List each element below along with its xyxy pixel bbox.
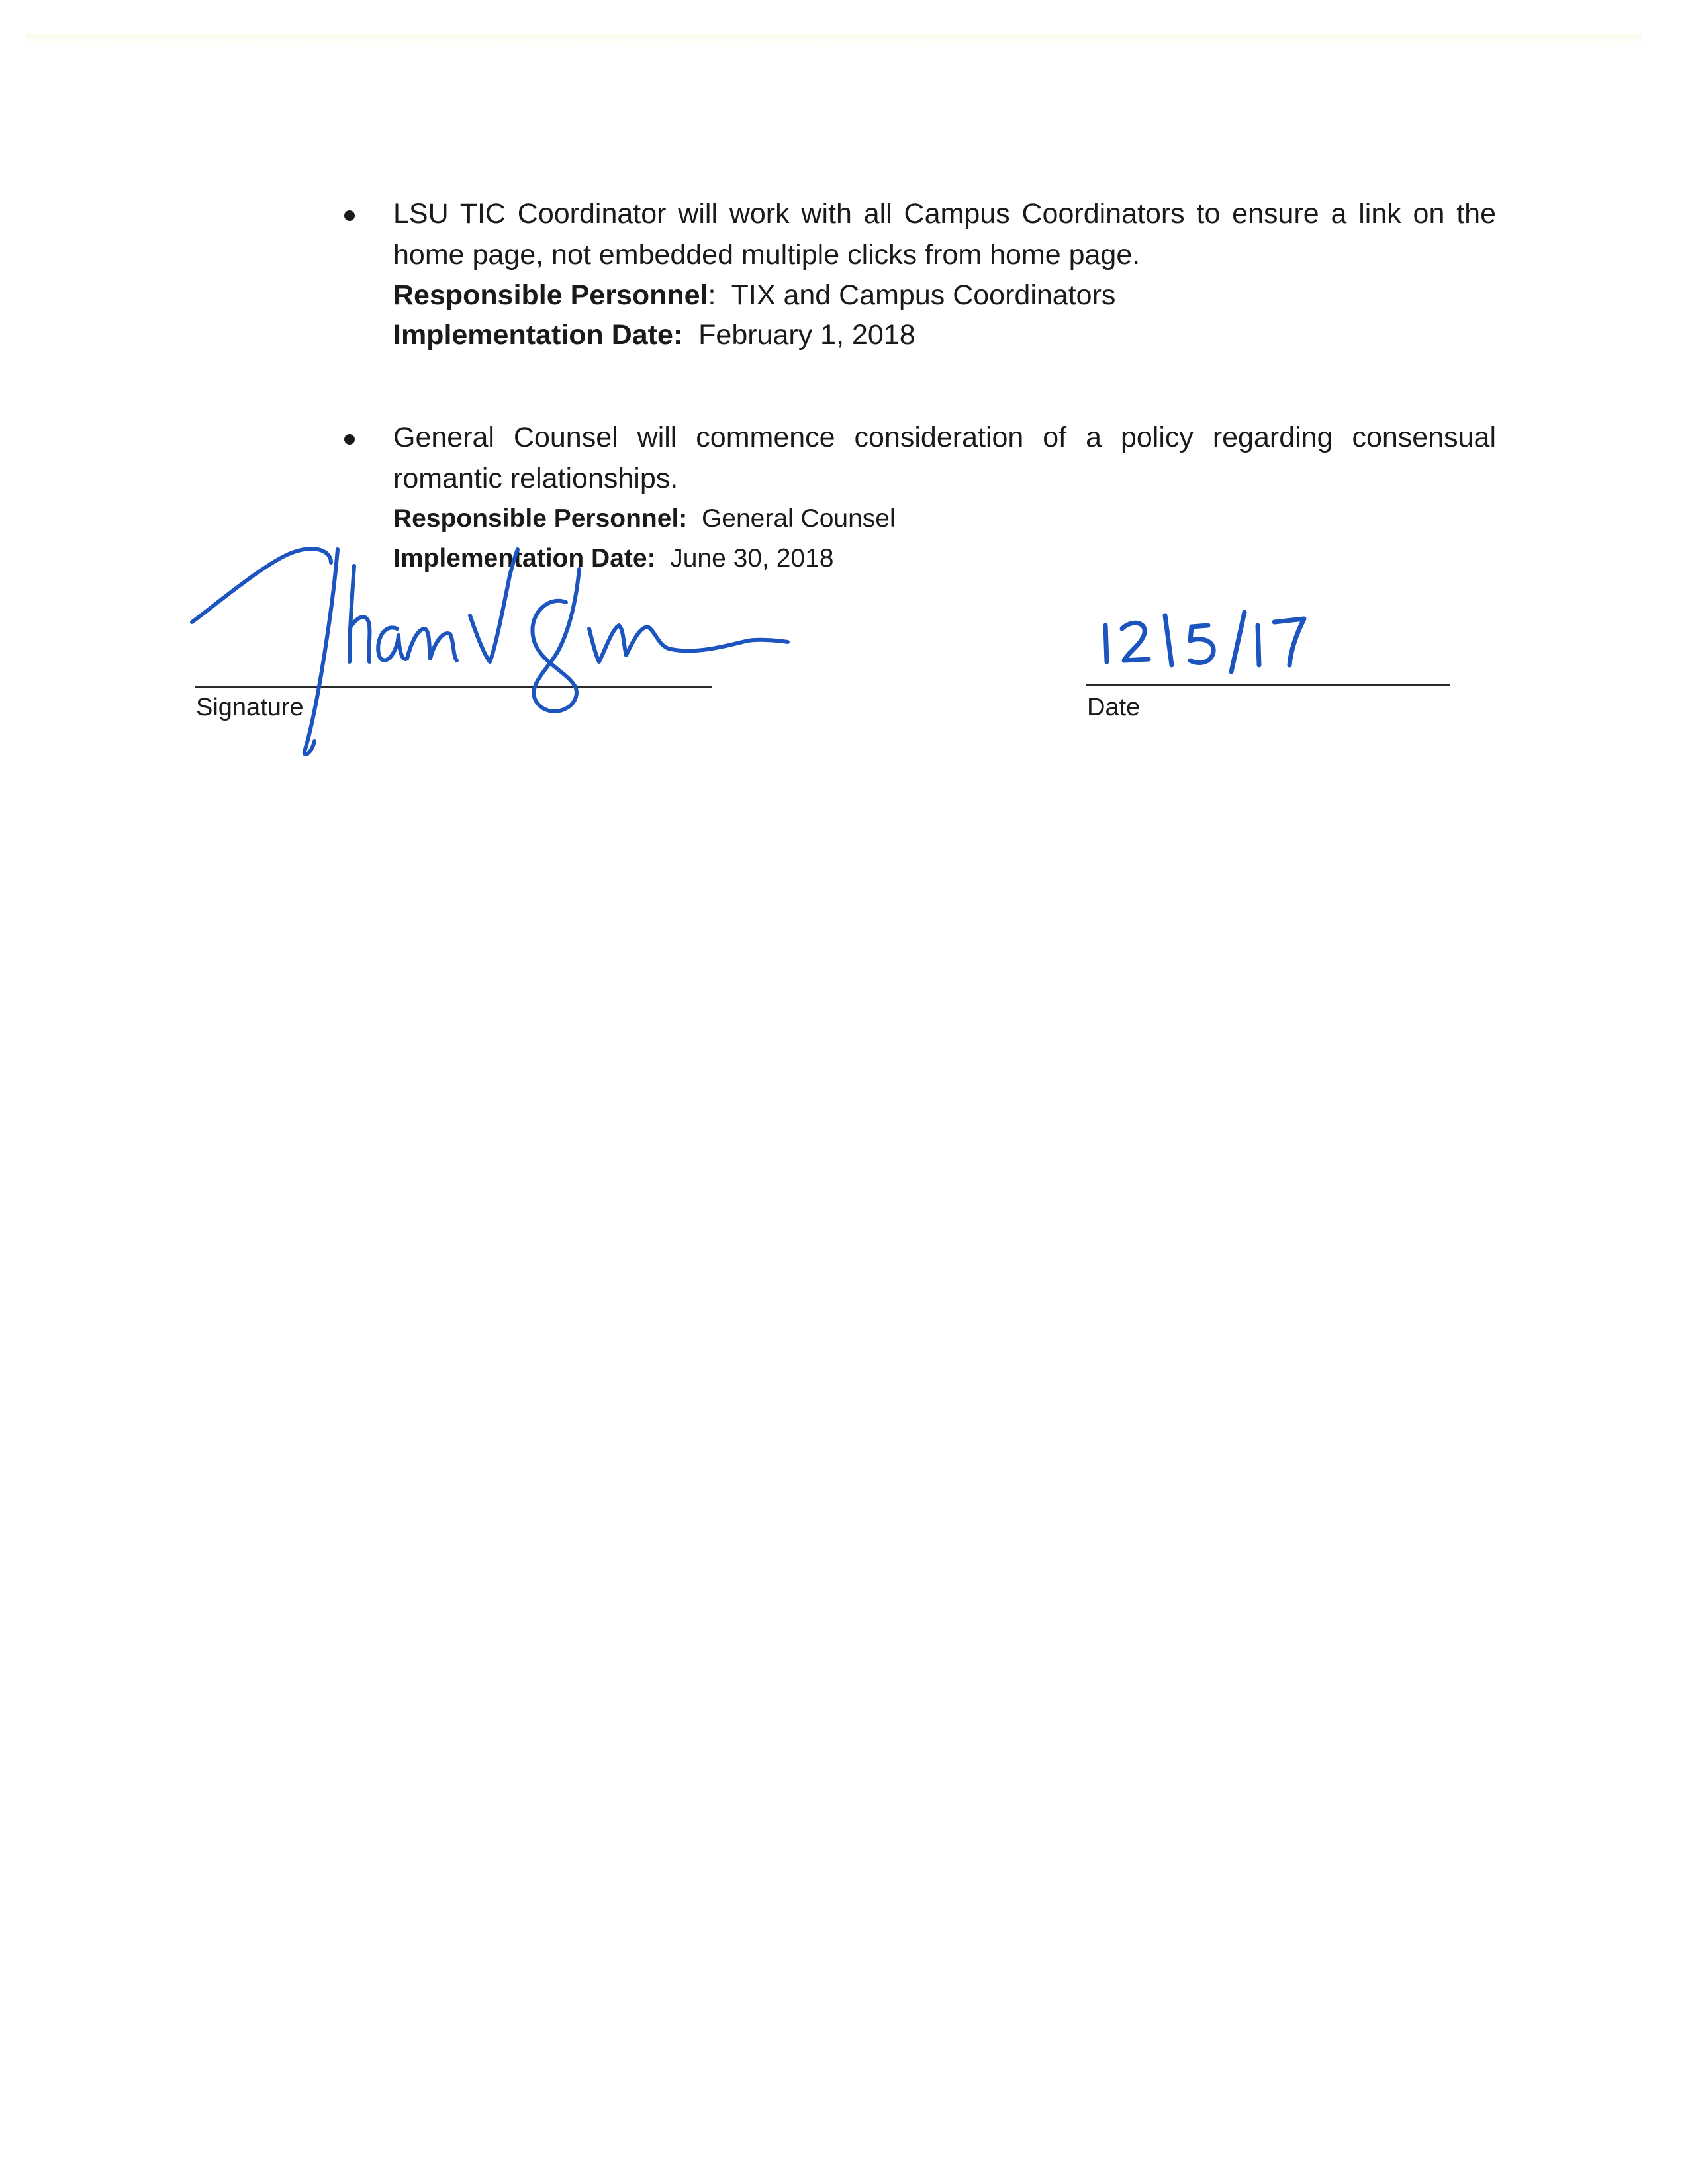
responsible-personnel-label: Responsible Personnel: (393, 504, 688, 533)
responsible-personnel-label: Responsible Personnel (393, 279, 708, 311)
bullet-icon (344, 210, 355, 221)
signature-ink (192, 549, 788, 754)
implementation-date-value: June 30, 2018 (670, 544, 834, 572)
implementation-date-label: Implementation Date: (393, 319, 683, 351)
action-item-text: General Counsel will commence consideration of a policy regarding consensual romantic relationships. (393, 422, 1496, 494)
responsible-personnel-value: TIX and Campus Coordinators (731, 279, 1116, 311)
date-label: Date (1087, 694, 1141, 721)
bullet-icon (344, 434, 355, 445)
responsible-personnel-line (393, 275, 1496, 315)
date-ink (1105, 612, 1304, 672)
signature-label: Signature (196, 694, 304, 721)
handwritten-signature (179, 529, 867, 768)
label-colon: : (708, 279, 716, 311)
action-item-text: LSU TIC Coordinator will work with all Campus Coordinators to ensure a link on the home page, not embedded multiple clicks from home page. (393, 198, 1496, 271)
scan-edge-tint (26, 34, 1642, 46)
responsible-personnel-value: General Counsel (701, 504, 896, 533)
implementation-date-label: Implementation Date: (393, 544, 656, 572)
implementation-date-value: February 1, 2018 (698, 319, 915, 351)
implementation-date-line (393, 315, 1496, 355)
handwritten-date (1092, 609, 1370, 688)
action-item-body (393, 193, 1496, 355)
